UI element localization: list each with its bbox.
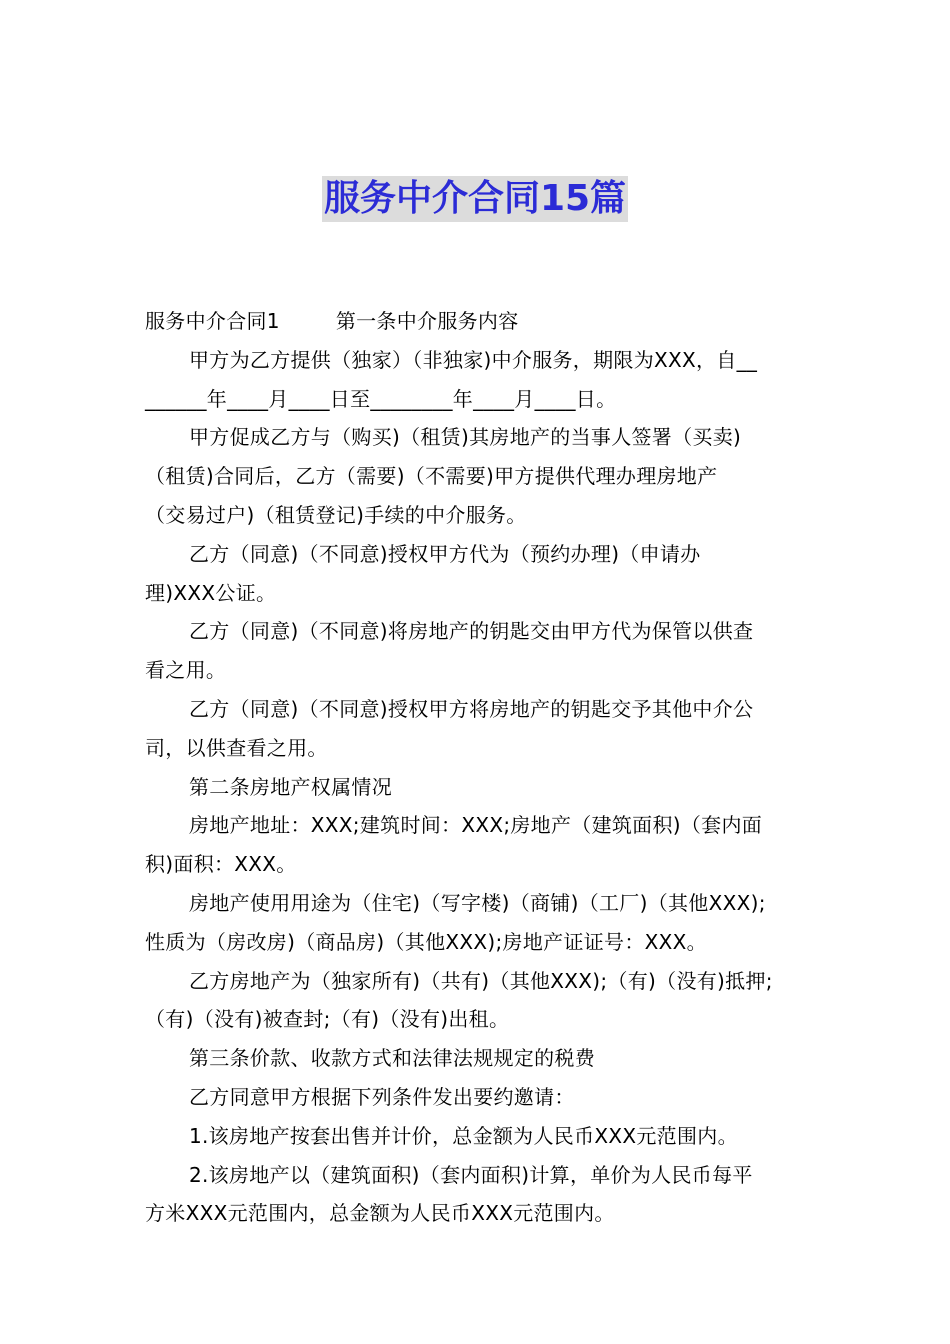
section-heading-line: [145, 302, 813, 341]
paragraph-line: 1.该房地产按套出售并计价，总金额为人民币XXX元范围内。: [189, 1123, 738, 1148]
paragraph-line: 乙方（同意)（不同意)授权甲方将房地产的钥匙交予其他中介公: [189, 696, 754, 721]
article-heading: 第一条中介服务内容: [335, 309, 519, 333]
paragraph-line: 2.该房地产以（建筑面积)（套内面积)计算，单价为人民币每平: [189, 1162, 753, 1187]
paragraph-line: 性质为（房改房)（商品房)（其他XXX);房地产证证号：XXX。: [145, 929, 707, 954]
title-area: [0, 176, 950, 222]
paragraph-line: 司，以供查看之用。: [145, 735, 328, 760]
paragraph-line: 乙方（同意)（不同意)授权甲方代为（预约办理)（申请办: [189, 541, 701, 566]
document-title: 服务中介合同15篇: [322, 176, 628, 222]
paragraph-line: 乙方（同意)（不同意)将房地产的钥匙交由甲方代为保管以供查: [189, 619, 754, 644]
paragraph-line: 乙方同意甲方根据下列条件发出要约邀请：: [189, 1084, 575, 1109]
paragraph-line: （交易过户)（租赁登记)手续的中介服务。: [145, 502, 527, 527]
paragraph-line: 房地产地址：XXX;建筑时间：XXX;房地产（建筑面积)（套内面: [189, 813, 763, 838]
paragraph-line: 看之用。: [145, 658, 227, 683]
paragraph-line: 甲方促成乙方与（购买)（租赁)其房地产的当事人签署（买卖): [189, 425, 742, 450]
paragraph-line: 第三条价款、收款方式和法律法规规定的税费: [189, 1046, 595, 1071]
paragraph-line: 方米XXX元范围内，总金额为人民币XXX元范围内。: [145, 1201, 615, 1226]
paragraph-line: 乙方房地产为（独家所有)（共有)（其他XXX);（有)（没有)抵押;: [189, 968, 773, 993]
paragraph-line: （有)（没有)被查封;（有)（没有)出租。: [145, 1007, 510, 1032]
paragraph-line: 积)面积：XXX。: [145, 852, 297, 877]
paragraph-line: 第二条房地产权属情况: [189, 774, 392, 799]
paragraph-line: ______年____月____日至________年____月____日。: [145, 386, 617, 411]
paragraph-line: 理)XXX公证。: [145, 580, 277, 605]
paragraph-line: （租赁)合同后，乙方（需要)（不需要)甲方提供代理办理房地产: [145, 464, 718, 489]
paragraph-line: 房地产使用用途为（住宅)（写字楼)（商铺)（工厂)（其他XXX);: [189, 890, 766, 915]
document-body: [145, 302, 813, 1233]
contract-heading: 服务中介合同1: [145, 309, 280, 333]
paragraph-line: 甲方为乙方提供（独家）（非独家)中介服务，期限为XXX，自__: [189, 347, 758, 372]
